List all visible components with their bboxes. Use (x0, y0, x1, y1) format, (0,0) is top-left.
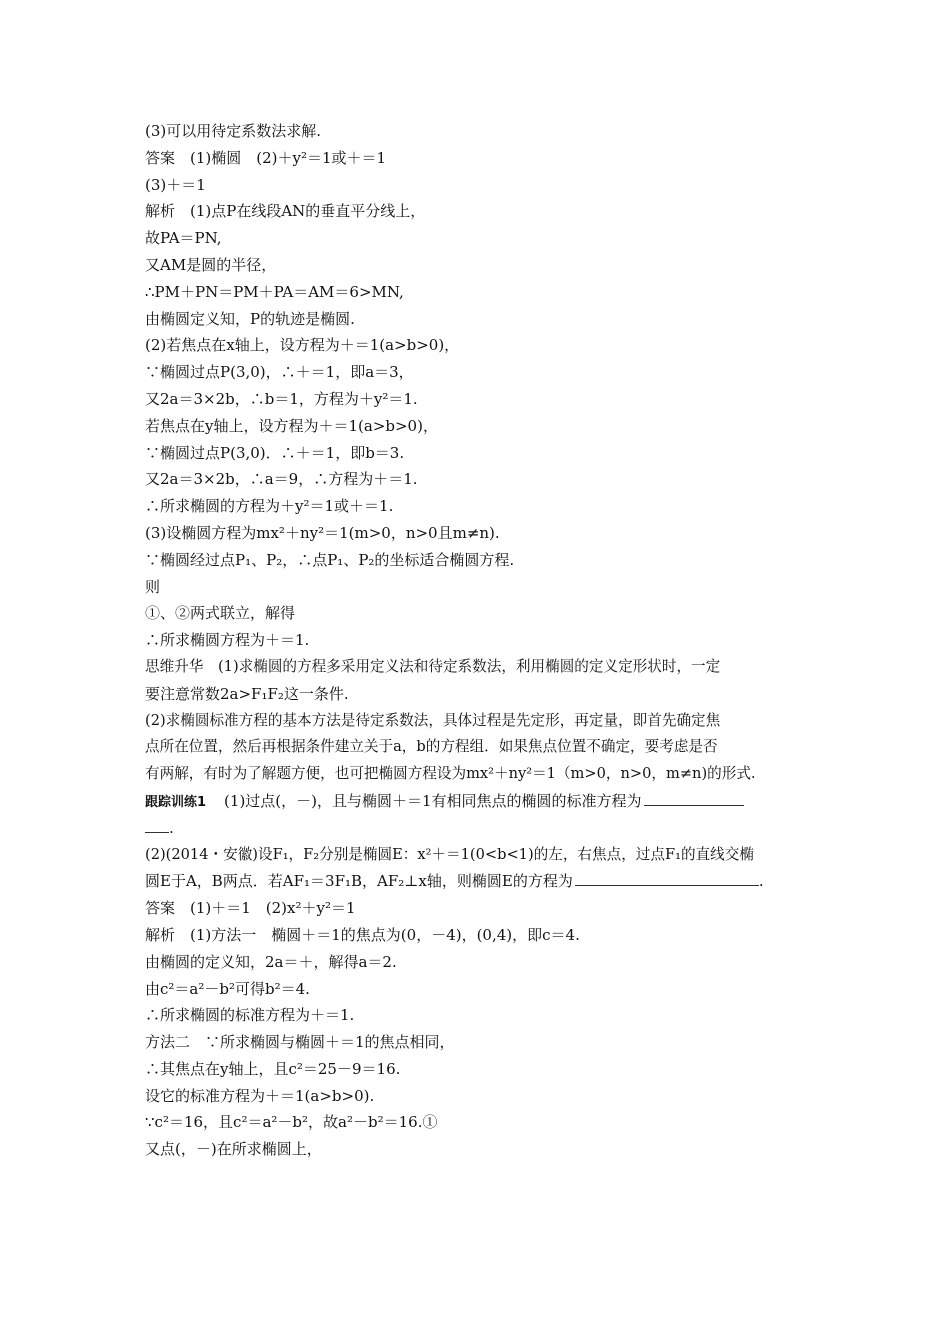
text-line: 故PA＝PN, (145, 229, 222, 248)
document-page (145, 118, 810, 1163)
text-line: 有两解，有时为了解题方便，也可把椭圆方程设为mx²＋ny²＝1（m>0，n>0，m≠n)的形式. (145, 765, 756, 783)
answer-blank[interactable] (644, 804, 744, 806)
exercise-question-2: (2)(2014・安徽)设F₁，F₂分别是椭圆E：x²＋＝1(0<b<1)的左，右焦点，过点F₁的直线交椭 (145, 845, 754, 863)
question-text: 圆E于A，B两点．若AF₁＝3F₁B，AF₂⊥x轴，则椭圆E的方程为 (145, 872, 573, 891)
exercise-question-1-cont (145, 815, 810, 842)
text-line: 方法二 ∵所求椭圆与椭圆＋＝1的焦点相同， (145, 1033, 455, 1052)
text-line: ∴所求椭圆的方程为＋y²＝1或＋＝1. (145, 497, 394, 516)
text-line: 若焦点在y轴上，设方程为＋＝1(a>b>0)， (145, 416, 438, 435)
text-line: (3)设椭圆方程为mx²＋ny²＝1(m>0，n>0且m≠n). (145, 523, 500, 542)
text-line: ∵c²＝16，且c²＝a²－b²，故a²－b²＝16.① (145, 1113, 438, 1132)
text-line: ∵椭圆经过点P₁、P₂，∴点P₁、P₂的坐标适合椭圆方程. (145, 550, 515, 569)
text-line: 又2a＝3×2b，∴b＝1，方程为＋y²＝1. (145, 389, 418, 408)
text-line: 又点(，－)在所求椭圆上， (145, 1140, 322, 1159)
answer-blank[interactable] (145, 831, 169, 833)
text-line: 由椭圆的定义知，2a＝＋，解得a＝2. (145, 952, 397, 971)
question-end: . (758, 872, 764, 891)
text-line: 解析 (1)方法一 椭圆＋＝1的焦点为(0，－4)，(0,4)，即c＝4. (145, 925, 580, 944)
text-line: ∴PM＋PN＝PM＋PA＝AM＝6>MN, (145, 282, 404, 301)
text-line: ∵椭圆过点P(3,0)，∴＋＝1，即a＝3， (145, 363, 414, 382)
text-line: (2)求椭圆标准方程的基本方法是待定系数法，具体过程是先定形，再定量，即首先确定焦 (145, 711, 721, 729)
text-line: 又2a＝3×2b，∴a＝9，∴方程为＋＝1. (145, 470, 418, 489)
text-line: 由c²＝a²－b²可得b²＝4. (145, 979, 310, 998)
text-line: ∴其焦点在y轴上，且c²＝25－9＝16. (145, 1059, 401, 1078)
exercise-question-1 (145, 788, 810, 815)
text-line: 思维升华 (1)求椭圆的方程多采用定义法和待定系数法，利用椭圆的定义定形状时，一定 (145, 657, 721, 675)
text-line: ∵椭圆过点P(3,0)．∴＋＝1，即b＝3. (145, 443, 405, 462)
text-line: 答案 (1)＋＝1 (2)x²＋y²＝1 (145, 899, 356, 918)
question-end: . (169, 818, 174, 837)
exercise-question-2-cont (145, 868, 810, 895)
question-text: (1)过点(，－)，且与椭圆＋＝1有相同焦点的椭圆的标准方程为 (224, 791, 642, 810)
solution-part1 (145, 118, 810, 788)
answer-blank[interactable] (575, 884, 759, 886)
solution-part2 (145, 895, 810, 1163)
exercise-tag: 跟踪训练1 (145, 794, 207, 810)
text-line: 答案 (1)椭圆 (2)＋y²＝1或＋＝1 (145, 148, 387, 167)
text-line: ∴所求椭圆的标准方程为＋＝1. (145, 1006, 355, 1025)
text-line: (3)＋＝1 (145, 175, 206, 194)
text-line: ∴所求椭圆方程为＋＝1. (145, 631, 310, 650)
exercise-block (145, 788, 810, 895)
text-line: ①、②两式联立，解得 (145, 604, 296, 623)
text-line: (2)若焦点在x轴上，设方程为＋＝1(a>b>0)， (145, 336, 460, 355)
text-line: 由椭圆定义知，P的轨迹是椭圆. (145, 309, 355, 328)
text-line: (3)可以用待定系数法求解. (145, 122, 322, 140)
text-line: 点所在位置，然后再根据条件建立关于a，b的方程组．如果焦点位置不确定，要考虑是否 (145, 738, 718, 756)
text-line: 则 (145, 577, 161, 596)
text-line: 设它的标准方程为＋＝1(a>b>0). (145, 1086, 375, 1105)
text-line: 又AM是圆的半径， (145, 255, 277, 274)
text-line: 要注意常数2a>F₁F₂这一条件. (145, 684, 349, 703)
text-line: 解析 (1)点P在线段AN的垂直平分线上， (145, 202, 426, 221)
